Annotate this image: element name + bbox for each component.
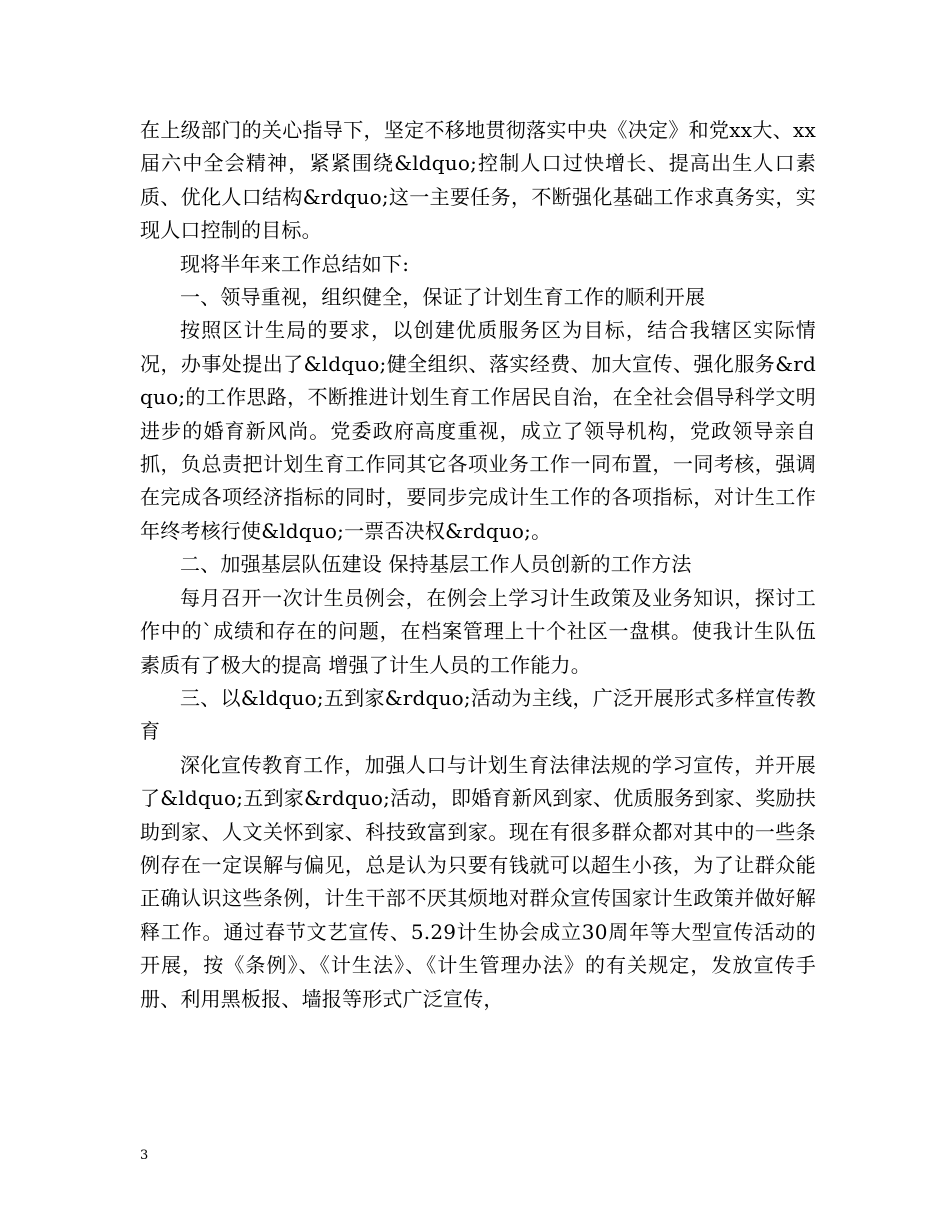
section-heading-1: 一、领导重视，组织健全，保证了计划生育工作的顺利开展 — [180, 285, 706, 310]
paragraph-3: 按照区计生局的要求，以创建优质服务区为目标，结合我辖区实际情况，办事处提出了&ldquo;健全组织、落实经费、加大宣传、强化服务&rdquo;的工作思路，不断推进计划生育工作居民自治，在全社会倡导科学文明进步的婚育新风尚。党委政府高度重视，成立了领导机构，党政领导亲自抓，负总责把计划生育工作同其它各项业务工作一同布置，一同考核，强调在完成各项经济指标的同时，要同步完成计生工作的各项指标，对计生工作年终考核行使&ldquo;一票否决权&rdquo;。 — [140, 318, 816, 543]
section-heading-3: 三、以&ldquo;五到家&rdquo;活动为主线，广泛开展形式多样宣传教育 — [140, 685, 816, 744]
paragraph-4: 每月召开一次计生员例会，在例会上学习计生政策及业务知识，探讨工作中的`成绩和存在的问题，在档案管理上十个社区一盘棋。使我计生队伍素质有了极大的提高 增强了计生人员的工作能力。 — [140, 585, 816, 677]
document-body — [140, 114, 816, 1016]
paragraph-1: 在上级部门的关心指导下，坚定不移地贯彻落实中央《决定》和党xx大、xx届六中全会精神，紧紧围绕&ldquo;控制人口过快增长、提高出生人口素质、优化人口结构&rdquo;这一主要任务，不断强化基础工作求真务实，实现人口控制的目标。 — [140, 118, 816, 243]
page-number: 3 — [140, 1148, 149, 1163]
section-heading-2: 二、加强基层队伍建设 保持基层工作人员创新的工作方法 — [180, 552, 692, 577]
paragraph-2: 现将半年来工作总结如下: — [180, 251, 410, 276]
paragraph-5: 深化宣传教育工作，加强人口与计划生育法律法规的学习宣传，并开展了&ldquo;五到家&rdquo;活动，即婚育新风到家、优质服务到家、奖励扶助到家、人文关怀到家、科技致富到家。现在有很多群众都对其中的一些条例存在一定误解与偏见，总是认为只要有钱就可以超生小孩，为了让群众能正确认识这些条例，计生干部不厌其烦地对群众宣传国家计生政策并做好解释工作。通过春节文艺宣传、5.29计生协会成立30周年等大型宣传活动的开展，按《条例》、《计生法》、《计生管理办法》的有关规定，发放宣传手册、利用黑板报、墙报等形式广泛宣传， — [140, 752, 816, 1011]
